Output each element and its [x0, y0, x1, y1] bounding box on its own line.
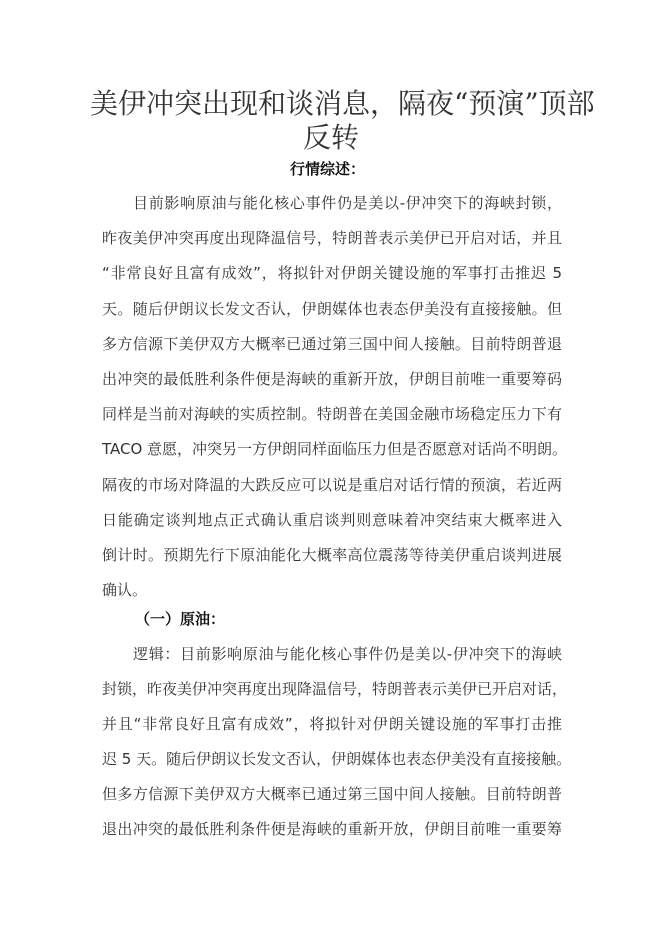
summary-line: 确认。: [102, 581, 148, 600]
summary-line: “非常良好且富有成效”，将拟针对伊朗关键设施的军事打击推迟 5: [102, 264, 562, 283]
summary-line: 天。随后伊朗议长发文否认，伊朗媒体也表态伊美没有直接接触。但: [102, 299, 562, 318]
summary-line: 日能确定谈判地点正式确认重启谈判则意味着冲突结束大概率进入: [102, 510, 562, 529]
summary-heading: 行情综述：: [290, 160, 366, 178]
summary-line: 目前影响原油与能化核心事件仍是美以-伊冲突下的海峡封锁，: [133, 194, 562, 212]
crude-line: 逻辑：目前影响原油与能化核心事件仍是美以-伊冲突下的海峡: [133, 645, 562, 663]
crude-heading: （一）原油：: [135, 610, 226, 628]
crude-line: 但多方信源下美伊双方大概率已通过第三国中间人接触。目前特朗普: [102, 785, 562, 803]
summary-line: 多方信源下美伊双方大概率已通过第三国中间人接触。目前特朗普退: [102, 334, 562, 353]
crude-line: 迟 5 天。随后伊朗议长发文否认，伊朗媒体也表态伊美没有直接接触。: [102, 750, 572, 768]
summary-line: 同样是当前对海峡的实质控制。特朗普在美国金融市场稳定压力下有: [102, 405, 562, 424]
summary-line: TACO 意愿，冲突另一方伊朗同样面临压力但是否愿意对话尚不明朗。: [102, 440, 568, 459]
summary-line: 昨夜美伊冲突再度出现降温信号，特朗普表示美伊已开启对话，并且: [102, 229, 562, 248]
summary-line: 倒计时。预期先行下原油能化大概率高位震荡等待美伊重启谈判进展: [102, 546, 562, 564]
summary-line: 隔夜的市场对降温的大跌反应可以说是重启对话行情的预演，若近两: [102, 475, 562, 494]
summary-line: 出冲突的最低胜利条件便是海峡的重新开放，伊朗目前唯一重要筹码: [102, 370, 562, 388]
crude-line: 并且“非常良好且富有成效”，将拟针对伊朗关键设施的军事打击推: [102, 715, 562, 733]
crude-line: 退出冲突的最低胜利条件便是海峡的重新开放，伊朗目前唯一重要筹: [102, 820, 562, 838]
document-title-line-1: 美伊冲突出现和谈消息，隔夜“预演”顶部: [90, 87, 595, 120]
document-title-line-2: 反转: [302, 121, 359, 154]
crude-line: 封锁，昨夜美伊冲突再度出现降温信号，特朗普表示美伊已开启对话，: [102, 680, 568, 698]
